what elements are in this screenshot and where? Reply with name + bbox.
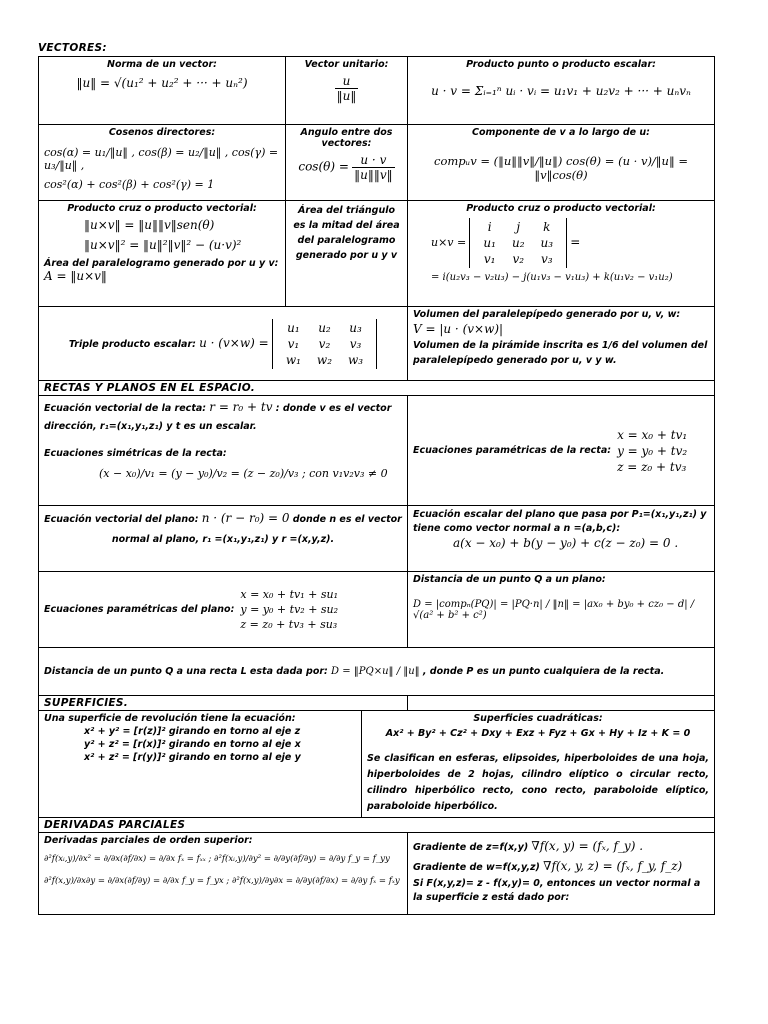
angulo-cell bbox=[286, 125, 408, 201]
gradiente-z-label: Gradiente de z=f(x,y) bbox=[413, 842, 529, 853]
recta-vectorial-text1: Ecuación vectorial de la recta: bbox=[44, 403, 207, 414]
section-title-rectas: RECTAS Y PLANOS EN EL ESPACIO. bbox=[44, 382, 256, 394]
cruz2-entry: j bbox=[516, 220, 521, 234]
triple-row bbox=[278, 352, 371, 368]
cuadraticas-label: Superficies cuadráticas: bbox=[473, 713, 603, 724]
componente-formula: compᵤv = (‖u‖‖v‖/‖u‖) cos(θ) = (u · v)/‖u‖ = ‖v‖cos(θ) bbox=[434, 154, 688, 182]
gradiente-w-formula: ∇f(x, y, z) = (fₓ, f_y, f_z) bbox=[543, 859, 683, 873]
recta-vectorial-text2: : donde v es el vector dirección, r₁=(x₁,y₁,z₁) y t es un escalar. bbox=[44, 403, 392, 432]
revolucion-l1: x² + y² = [r(z)]² girando en torno al eje z bbox=[84, 726, 301, 737]
cruz2-entry: u₁ bbox=[483, 236, 496, 250]
gradiente-cell bbox=[408, 833, 715, 915]
cruz2-determinant bbox=[469, 218, 567, 268]
cuadraticas-text: Se clasifican en esferas, elipsoides, hiperboloides de una hoja, hiperboloides de 2 hojas, cilindro elíptico o circular recto, cilindro hiperbólico recto, cono recto, paraboloide elíptico, paraboloide hiperbólico. bbox=[367, 753, 709, 812]
angulo-num: u · v bbox=[352, 153, 395, 168]
plano-vectorial-cell bbox=[39, 506, 408, 572]
angulo-label: Angulo entre dos vectores: bbox=[300, 127, 393, 149]
distancia-plano-cell bbox=[408, 572, 715, 648]
plano-vectorial-text2: donde n es el vector normal al plano, r₁ =(x₁,y₁,z₁) y r =(x,y,z). bbox=[111, 514, 402, 545]
rectas-header-cell bbox=[39, 381, 715, 396]
cruz2-cell bbox=[408, 201, 715, 307]
revolucion-cell bbox=[39, 711, 362, 818]
area-paralelogramo-formula: A = ‖u×v‖ bbox=[44, 269, 107, 283]
vectores-table bbox=[38, 56, 715, 381]
distancia-plano-label: Distancia de un punto Q a un plano: bbox=[413, 574, 606, 585]
plano-param-eq2: y = y₀ + tv₂ + su₂ bbox=[240, 603, 339, 616]
formula-sheet bbox=[38, 42, 714, 915]
volumen-formula: V = |u · (v×w)| bbox=[413, 322, 504, 336]
cuadraticas-formula: Ax² + By² + Cz² + Dxy + Exz + Fyz + Gx + Hy + Iz + K = 0 bbox=[385, 728, 691, 739]
triple-entry: w₃ bbox=[348, 352, 364, 367]
distancia-recta-formula: D = ‖PQ×u‖ / ‖u‖ bbox=[331, 666, 420, 677]
superficies-table bbox=[38, 710, 715, 818]
simetricas-label: Ecuaciones simétricas de la recta: bbox=[44, 448, 227, 459]
cruz1-line2: ‖u×v‖² = ‖u‖²‖v‖² − (u·v)² bbox=[84, 238, 242, 252]
cruz2-entry: v₂ bbox=[512, 252, 525, 266]
triple-lhs: u · (v×w) = bbox=[199, 335, 269, 350]
triangulo-label: Área del triángulo es la mitad del área del paralelogramo generado por u y v bbox=[293, 205, 400, 261]
revolucion-l2: y² + z² = [r(x)]² girando en torno al eje x bbox=[84, 739, 301, 750]
section-title-superficies: SUPERFICIES. bbox=[44, 697, 129, 709]
superficies-header-cell bbox=[39, 696, 408, 711]
triple-entry: v₃ bbox=[349, 336, 362, 351]
gradiente-w-label: Gradiente de w=f(x,y,z) bbox=[413, 862, 540, 873]
orden-superior-label: Derivadas parciales de orden superior: bbox=[44, 835, 253, 846]
cruz2-expansion: = i(u₂v₃ − v₂u₃) − j(u₁v₃ − v₁u₃) + k(u₁v₂ − v₁u₂) bbox=[431, 272, 673, 283]
angulo-fraction bbox=[352, 153, 395, 182]
angulo-lhs: cos(θ) = bbox=[298, 159, 349, 174]
superficies-header-blank bbox=[408, 696, 715, 711]
cruz2-label: Producto cruz o producto vectorial: bbox=[466, 203, 656, 214]
triangulo-cell bbox=[286, 201, 408, 307]
cosenos-cell bbox=[39, 125, 286, 201]
cruz2-row bbox=[475, 219, 561, 235]
triple-entry: u₁ bbox=[287, 320, 300, 335]
plano-escalar-cell bbox=[408, 506, 715, 572]
recta-vectorial-formula: r = r₀ + tv bbox=[209, 400, 273, 414]
cruz1-cell bbox=[39, 201, 286, 307]
punto-formula: u · v = Σᵢ₌₁ⁿ uᵢ · vᵢ = u₁v₁ + u₂v₂ + ··· + uₙvₙ bbox=[431, 84, 691, 98]
plano-parametricas-cell bbox=[39, 572, 408, 648]
recta-parametricas-cell bbox=[408, 396, 715, 506]
triple-cell bbox=[39, 307, 408, 381]
cruz1-line1: ‖u×v‖ = ‖u‖‖v‖sen(θ) bbox=[84, 218, 215, 232]
punto-cell bbox=[408, 57, 715, 125]
norma-cell bbox=[39, 57, 286, 125]
plano-param-eq1: x = x₀ + tv₁ + su₁ bbox=[240, 588, 339, 601]
recta-param-eq1: x = x₀ + tv₁ bbox=[617, 427, 688, 442]
recta-param-eq2: y = y₀ + tv₂ bbox=[617, 443, 688, 458]
triple-entry: v₁ bbox=[287, 336, 300, 351]
recta-vectorial-cell bbox=[39, 396, 408, 506]
rectas-table bbox=[38, 380, 715, 711]
revolucion-l3: x² + z² = [r(y)]² girando en torno al eje y bbox=[84, 752, 301, 763]
plano-param-eq3: z = z₀ + tv₃ + su₃ bbox=[240, 618, 338, 631]
section-title-derivadas: DERIVADAS PARCIALES bbox=[44, 819, 186, 831]
gradiente-z-formula: ∇f(x, y) = (fₓ, f_y) . bbox=[531, 839, 644, 853]
plano-vectorial-formula: n · (r − r₀) = 0 bbox=[201, 511, 290, 525]
norma-formula: ‖u‖ = √(u₁² + u₂² + ··· + uₙ²) bbox=[76, 76, 248, 90]
cruz2-entry: i bbox=[487, 220, 492, 234]
plano-parametricas-eqs bbox=[240, 586, 338, 633]
unitario-fraction bbox=[335, 74, 359, 103]
triple-entry: v₂ bbox=[318, 336, 331, 351]
recta-parametricas-eqs bbox=[617, 426, 687, 476]
triple-entry: w₂ bbox=[316, 352, 333, 367]
cuadraticas-cell bbox=[362, 711, 715, 818]
orden-superior-l2: ∂²f(x,y)/∂x∂y = ∂/∂x(∂f/∂y) = ∂/∂x f_y = f_yx ; ∂²f(x,y)/∂y∂x = ∂/∂y(∂f/∂x) = ∂/∂y fₓ = fₓy bbox=[44, 876, 400, 886]
plano-vectorial-text1: Ecuación vectorial del plano: bbox=[44, 514, 199, 525]
cruz2-row bbox=[475, 235, 561, 251]
cruz2-entry: v₃ bbox=[540, 252, 553, 266]
triple-determinant bbox=[272, 319, 377, 369]
distancia-recta-text1: Distancia de un punto Q a una recta L esta dada por: bbox=[44, 666, 328, 677]
volumen-cell bbox=[408, 307, 715, 381]
recta-param-eq3: z = z₀ + tv₃ bbox=[617, 459, 687, 474]
cosenos-line1: cos(α) = u₁/‖u‖ , cos(β) = u₂/‖u‖ , cos(γ) = u₃/‖u‖ , bbox=[44, 146, 279, 172]
cruz2-entry: u₃ bbox=[540, 236, 554, 250]
triple-label: Triple producto escalar: bbox=[68, 338, 196, 350]
componente-label: Componente de v a lo largo de u: bbox=[472, 127, 650, 138]
unitario-cell bbox=[286, 57, 408, 125]
norma-label: Norma de un vector: bbox=[107, 59, 217, 70]
triple-entry: w₁ bbox=[285, 352, 301, 367]
cosenos-label: Cosenos directores: bbox=[108, 127, 216, 138]
angulo-den: ‖u‖‖v‖ bbox=[354, 168, 393, 182]
cruz2-entry: v₁ bbox=[483, 252, 496, 266]
plano-parametricas-label: Ecuaciones paramétricas del plano: bbox=[44, 604, 235, 615]
cruz2-tail: = bbox=[570, 235, 581, 249]
cruz2-lhs: u×v = bbox=[431, 236, 467, 249]
triple-entry: u₂ bbox=[318, 320, 331, 335]
derivadas-header-cell bbox=[39, 818, 715, 833]
normal-text: Si F(x,y,z)= z - f(x,y)= 0, entonces un vector normal a la superficie z está dado por: bbox=[413, 878, 701, 903]
section-title-vectores: VECTORES: bbox=[38, 42, 107, 54]
cruz2-entry: u₂ bbox=[511, 236, 525, 250]
plano-escalar-text: Ecuación escalar del plano que pasa por P₁=(x₁,y₁,z₁) y tiene como vector normal a n =(a,b,c): bbox=[413, 509, 707, 534]
triple-row bbox=[278, 320, 371, 336]
area-paralelogramo-label: Área del paralelogramo generado por u y v: bbox=[44, 258, 279, 269]
cosenos-line2: cos²(α) + cos²(β) + cos²(γ) = 1 bbox=[44, 178, 215, 191]
orden-superior-l1: ∂²f(xᵢ,y)/∂x² = ∂/∂x(∂f/∂x) = ∂/∂x fₓ = fₓₓ ; ∂²f(xᵢ,y)/∂y² = ∂/∂y(∂f/∂y) = ∂/∂y f_y = f_yy bbox=[44, 854, 390, 864]
plano-escalar-formula: a(x − x₀) + b(y − y₀) + c(z − z₀) = 0 . bbox=[453, 536, 679, 550]
cruz1-label: Producto cruz o producto vectorial: bbox=[67, 203, 257, 214]
derivadas-table bbox=[38, 817, 715, 915]
recta-parametricas-label: Ecuaciones paramétricas de la recta: bbox=[413, 445, 612, 456]
distancia-recta-cell bbox=[39, 648, 715, 696]
cruz2-entry: k bbox=[543, 220, 551, 234]
triple-row bbox=[278, 336, 371, 352]
componente-cell bbox=[408, 125, 715, 201]
unitario-den: ‖u‖ bbox=[336, 89, 357, 103]
triple-entry: u₃ bbox=[349, 320, 362, 335]
orden-superior-cell bbox=[39, 833, 408, 915]
cruz2-row bbox=[475, 251, 561, 267]
distancia-recta-text2: , donde P es un punto cualquiera de la recta. bbox=[422, 666, 665, 677]
punto-label: Producto punto o producto escalar: bbox=[466, 59, 656, 70]
simetricas-formula: (x − x₀)/v₁ = (y − y₀)/v₂ = (z − z₀)/v₃ ; con v₁v₂v₃ ≠ 0 bbox=[99, 467, 388, 480]
unitario-num: u bbox=[335, 74, 359, 89]
distancia-plano-formula: D = |compₙ(PQ)| = |PQ·n| / ‖n‖ = |ax₀ + by₀ + cz₀ − d| / √(a² + b² + c²) bbox=[413, 599, 695, 621]
volumen-note: Volumen de la pirámide inscrita es 1/6 del volumen del paralelepípedo generado por u, v y w. bbox=[413, 340, 708, 366]
unitario-label: Vector unitario: bbox=[304, 59, 389, 70]
revolucion-label: Una superficie de revolución tiene la ecuación: bbox=[44, 713, 296, 724]
volumen-label: Volumen del paralelepípedo generado por u, v, w: bbox=[413, 309, 681, 320]
